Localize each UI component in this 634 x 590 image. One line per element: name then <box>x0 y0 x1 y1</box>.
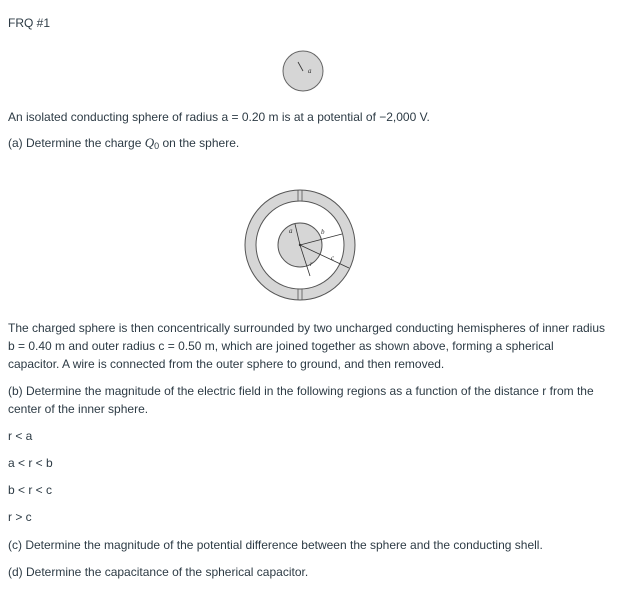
part-a-text-before: (a) Determine the charge <box>8 136 145 150</box>
frq-title: FRQ #1 <box>8 16 51 30</box>
problem-intro: An isolated conducting sphere of radius a = 0.20 m is at a potential of −2,000 V. <box>8 110 430 124</box>
region-3: b < r < c <box>8 483 53 497</box>
region-1: r < a <box>8 429 33 443</box>
part-b-question: (b) Determine the magnitude of the electric field in the following regions as a function of the distance r from the center of the inner sphere. <box>8 384 594 416</box>
region-4: r > c <box>8 510 32 524</box>
label-r: r <box>310 260 313 268</box>
part-a-question <box>8 134 239 155</box>
part-d-question: (d) Determine the capacitance of the spherical capacitor. <box>8 565 309 579</box>
radius-label-a: a <box>308 67 312 75</box>
part-a-text-after: on the sphere. <box>159 136 240 150</box>
capacitor-setup-paragraph: The charged sphere is then concentrically surrounded by two uncharged conducting hemispheres of inner radius b = 0.40 m and outer radius c = 0.50 m, which are joined together as shown above, forming a spherical capacitor. A wire is connected from the outer sphere to ground, and then removed. <box>8 321 606 371</box>
isolated-sphere-figure <box>281 49 327 95</box>
label-c: c <box>331 254 335 262</box>
charge-symbol: Q <box>144 135 155 150</box>
charge-subscript: 0 <box>154 141 160 151</box>
center-point <box>299 244 301 246</box>
part-c-question: (c) Determine the magnitude of the potential difference between the sphere and the conducting shell. <box>8 538 543 552</box>
spherical-capacitor-figure <box>239 184 363 308</box>
label-a: a <box>289 227 293 235</box>
region-2: a < r < b <box>8 456 53 470</box>
label-b: b <box>321 228 325 236</box>
